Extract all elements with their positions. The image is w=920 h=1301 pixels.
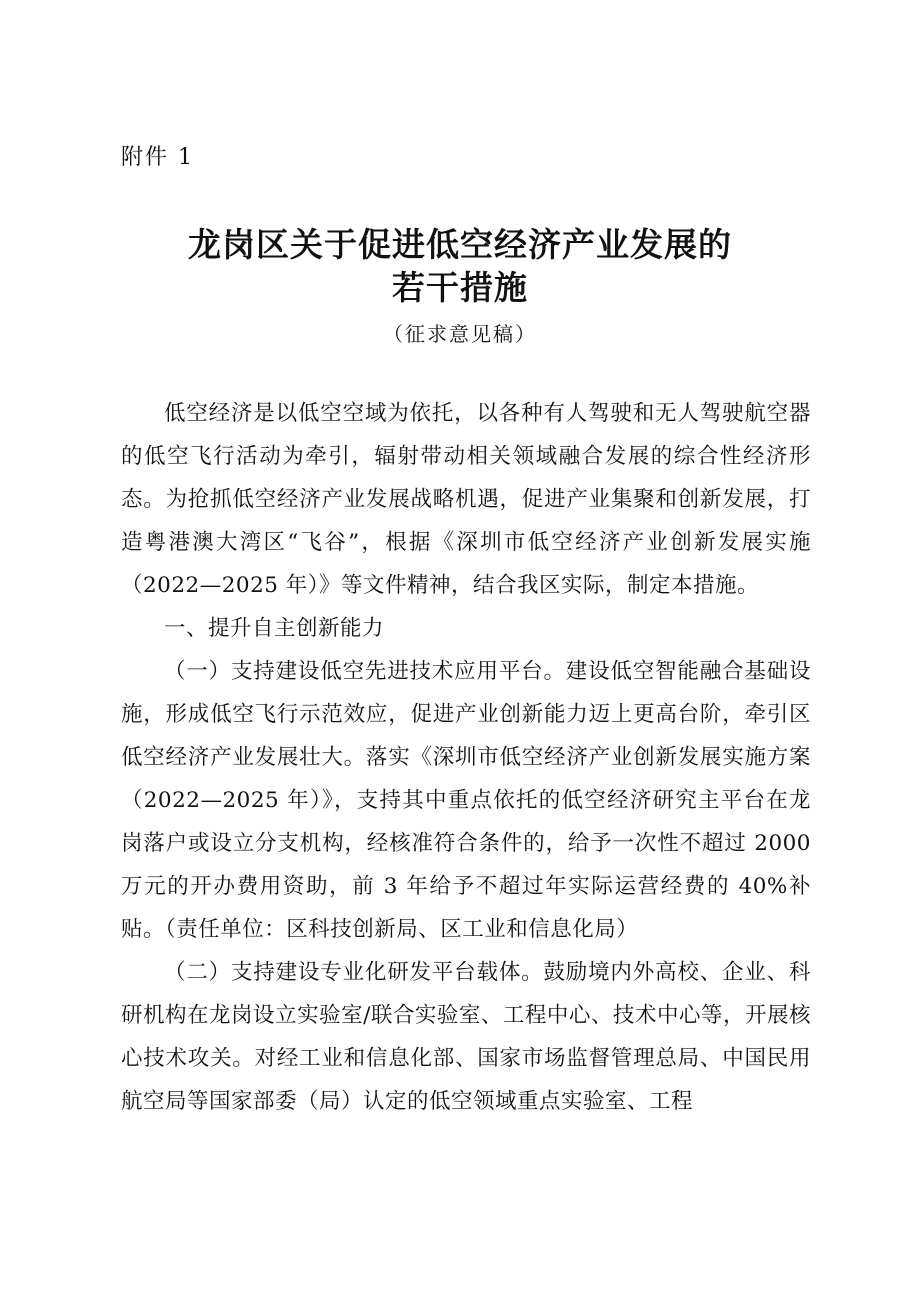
document-subtitle: （征求意见稿）	[383, 322, 537, 346]
paragraph-item-1: （一）支持建设低空先进技术应用平台。建设低空智能融合基础设施，形成低空飞行示范效应，促进产业创新能力迈上更高台阶，牵引区低空经济产业发展壮大。落实《深圳市低空经济产业创新发展实施方案（2022—2025 年）》，支持其中重点依托的低空经济研究主平台在龙岗落户或设立分支机构，经核准符合条件的，给予一次性不超过 2000 万元的开办费用资助，前 3 年给予不超过年实际运营经费的 40%补贴。（责任单位：区科技创新局、区工业和信息化局）	[121, 659, 811, 942]
section-heading-1: 一、提升自主创新能力	[164, 616, 385, 641]
document-title-line-2: 若干措施	[392, 268, 528, 307]
attachment-label: 附件 1	[121, 145, 194, 170]
paragraph-item-2: （二）支持建设专业化研发平台载体。鼓励境内外高校、企业、科研机构在龙岗设立实验室/联合实验室、工程中心、技术中心等，开展核心技术攻关。对经工业和信息化部、国家市场监督管理总局、中国民用航空局等国家部委（局）认定的低空领域重点实验室、工程	[121, 960, 811, 1114]
document-title-line-1: 龙岗区关于促进低空经济产业发展的	[188, 225, 732, 264]
paragraph-intro: 低空经济是以低空空域为依托，以各种有人驾驶和无人驾驶航空器的低空飞行活动为牵引，辐射带动相关领域融合发展的综合性经济形态。为抢抓低空经济产业发展战略机遇，促进产业集聚和创新发展，打造粤港澳大湾区“飞谷”，根据《深圳市低空经济产业创新发展实施（2022—2025 年）》等文件精神，结合我区实际，制定本措施。	[121, 401, 811, 598]
document-body	[121, 392, 811, 1123]
